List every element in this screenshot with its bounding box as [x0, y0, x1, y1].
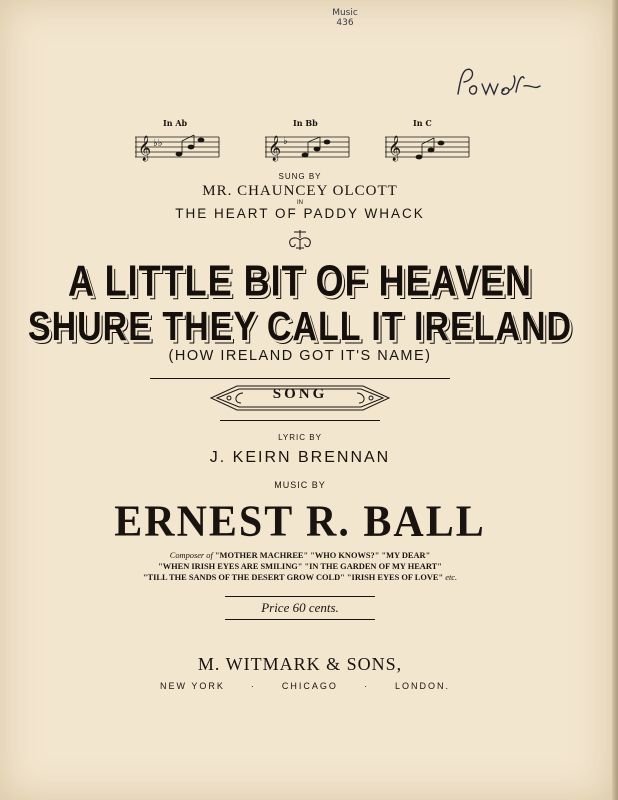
city-chicago: CHICAGO: [281, 681, 338, 691]
price-label: Price 60 cents.: [261, 600, 339, 615]
key-option-c: [385, 118, 471, 166]
fleuron-ornament-icon: [282, 228, 318, 252]
separator-dot: ·: [363, 681, 369, 691]
credits-line-2: "WHEN IRISH EYES ARE SMILING" "IN THE GARDEN OF MY HEART": [158, 562, 442, 571]
key-option-bb: [265, 118, 351, 166]
composer-credits: [130, 550, 470, 583]
song-title-line-2: SHURE THEY CALL IT IRELAND: [27, 304, 573, 350]
divider-rule: [225, 619, 375, 620]
svg-text:♭♭: ♭♭: [153, 138, 163, 149]
lyricist-name: J. KEIRN BRENNAN: [209, 449, 391, 466]
credits-suffix: etc.: [445, 573, 458, 582]
in-label: IN: [297, 200, 303, 206]
staff-notation-icon: [135, 131, 221, 163]
key-options: [0, 118, 612, 166]
staff-notation-icon: [385, 131, 471, 163]
key-label: In Bb: [293, 118, 318, 128]
publisher-cities: [160, 681, 450, 691]
separator-dot: ·: [250, 681, 256, 691]
key-option-ab: [135, 118, 221, 166]
staff-notation-icon: [265, 131, 351, 163]
page-edge: [612, 0, 618, 800]
svg-text:𝄞: 𝄞: [388, 136, 402, 161]
credits-line-1: "MOTHER MACHREE" "WHO KNOWS?" "MY DEAR": [214, 551, 431, 560]
show-title: THE HEART OF PADDY WHACK: [175, 206, 425, 221]
song-subtitle: (HOW IRELAND GOT IT'S NAME): [168, 348, 432, 364]
handwritten-signature: [452, 64, 542, 104]
city-new-york: NEW YORK: [160, 681, 225, 691]
sung-by-label: SUNG BY: [278, 172, 322, 181]
key-label: In Ab: [163, 118, 188, 128]
library-stamp: [325, 8, 365, 28]
music-by-label: MUSIC BY: [274, 480, 326, 490]
composer-name: ERNEST R. BALL: [114, 497, 486, 547]
song-label: SONG: [272, 386, 328, 402]
divider-rule: [150, 378, 450, 379]
divider-rule: [225, 596, 375, 597]
svg-text:𝄞: 𝄞: [268, 136, 282, 161]
key-label: In C: [413, 118, 432, 128]
city-london: LONDON.: [394, 681, 450, 691]
svg-text:♭: ♭: [283, 136, 288, 147]
publisher-name: M. WITMARK & SONS,: [197, 654, 403, 674]
lyric-by-label: LYRIC BY: [278, 433, 322, 442]
credits-line-3: "TILL THE SANDS OF THE DESERT GROW COLD" "IRISH EYES OF LOVE": [142, 573, 444, 582]
stamp-line-2: 436: [336, 18, 354, 28]
stamp-line-1: Music: [332, 8, 358, 18]
song-title-line-1: A LITTLE BIT OF HEAVEN: [68, 255, 532, 305]
svg-text:𝄞: 𝄞: [138, 136, 152, 161]
divider-rule: [220, 420, 380, 421]
credits-prefix: Composer of: [169, 551, 213, 560]
singer-name: MR. CHAUNCEY OLCOTT: [202, 183, 398, 199]
